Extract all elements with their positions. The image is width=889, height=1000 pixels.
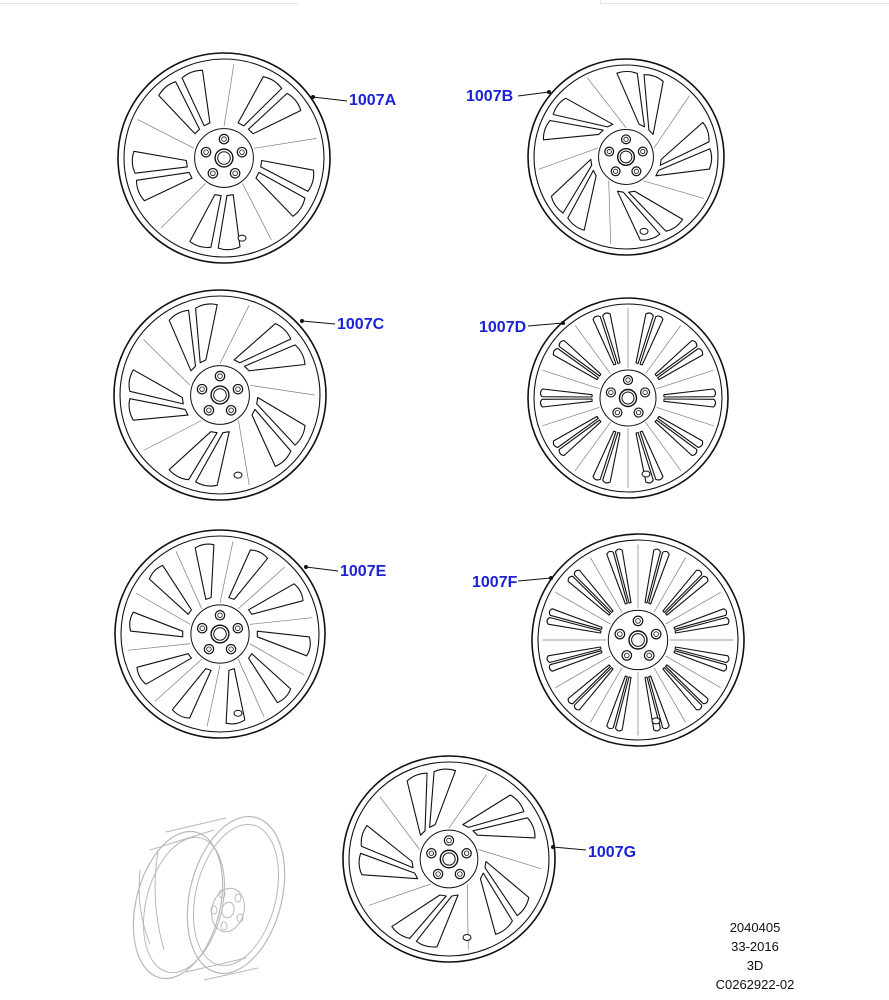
callout-1007A[interactable]: 1007A — [349, 92, 397, 109]
wheel-D-drawing[interactable] — [528, 298, 728, 498]
valve-stem — [640, 228, 648, 234]
lug-hole — [624, 376, 633, 385]
lug-hole — [198, 624, 207, 633]
valve-stem — [642, 471, 650, 477]
lug-hole — [444, 836, 453, 845]
leader-dot — [300, 319, 304, 323]
valve-stem — [234, 710, 242, 716]
leader-line — [518, 92, 549, 96]
callout-1007F[interactable]: 1007F — [472, 574, 518, 591]
footer-line-3: 3D — [746, 958, 764, 973]
lug-hole — [427, 849, 436, 858]
footer-line-2: 33-2016 — [731, 939, 779, 954]
drawing-reference-block — [690, 918, 820, 994]
lug-hole — [615, 629, 625, 639]
lug-hole — [433, 869, 442, 878]
leader-dot — [551, 845, 555, 849]
lug-hole — [613, 408, 622, 417]
lug-hole — [638, 147, 647, 156]
lug-hole — [455, 869, 464, 878]
leader-dot — [547, 90, 551, 94]
callout-1007G[interactable]: 1007G — [588, 844, 637, 861]
lug-hole — [605, 147, 614, 156]
lug-hole — [462, 849, 471, 858]
lug-hole — [606, 388, 615, 397]
valve-stem — [463, 934, 471, 940]
lug-hole — [197, 384, 206, 393]
lug-hole — [651, 629, 661, 639]
lug-hole — [611, 167, 620, 176]
lug-hole — [226, 406, 235, 415]
lug-hole — [622, 135, 631, 144]
lug-hole — [641, 388, 650, 397]
lug-hole — [201, 147, 210, 156]
lug-hole — [208, 169, 217, 178]
wheel-F-drawing[interactable] — [532, 534, 744, 746]
lug-hole — [215, 611, 224, 620]
lug-hole — [633, 616, 643, 626]
valve-stem — [234, 472, 242, 478]
leader-line — [553, 847, 586, 850]
lug-hole — [226, 644, 235, 653]
callout-1007D[interactable]: 1007D — [479, 319, 527, 336]
lug-hole — [233, 384, 242, 393]
ghost-wheel-side-view — [119, 806, 300, 988]
lug-hole — [634, 408, 643, 417]
wheel-A-drawing[interactable] — [118, 53, 330, 263]
lug-hole — [230, 169, 239, 178]
lug-hole — [219, 134, 228, 143]
footer-line-4: C0262922-02 — [715, 977, 795, 992]
callout-1007E[interactable]: 1007E — [340, 563, 387, 580]
leader-line — [528, 323, 563, 326]
leader-line — [518, 578, 551, 581]
leader-dot — [311, 95, 315, 99]
leader-line — [302, 321, 335, 324]
leader-dot — [561, 321, 565, 325]
lug-hole — [204, 644, 213, 653]
lug-hole — [233, 624, 242, 633]
lug-hole — [644, 651, 654, 661]
leader-line — [306, 567, 338, 571]
leader-line — [313, 97, 347, 101]
callout-1007C[interactable]: 1007C — [337, 316, 385, 333]
lug-hole — [215, 371, 224, 380]
wheel-B-drawing[interactable] — [528, 59, 724, 255]
lug-hole — [237, 147, 246, 156]
wheel-E-drawing[interactable] — [115, 530, 325, 738]
leader-dot — [549, 576, 553, 580]
lug-hole — [632, 167, 641, 176]
lug-hole — [204, 406, 213, 415]
lug-hole — [622, 651, 632, 661]
wheel-G-drawing[interactable] — [343, 756, 555, 962]
wheel-C-drawing[interactable] — [114, 290, 326, 500]
leader-dot — [304, 565, 308, 569]
valve-stem — [652, 718, 660, 724]
valve-stem — [238, 235, 246, 241]
footer-line-1: 2040405 — [729, 920, 781, 935]
callout-1007B[interactable]: 1007B — [466, 88, 514, 105]
